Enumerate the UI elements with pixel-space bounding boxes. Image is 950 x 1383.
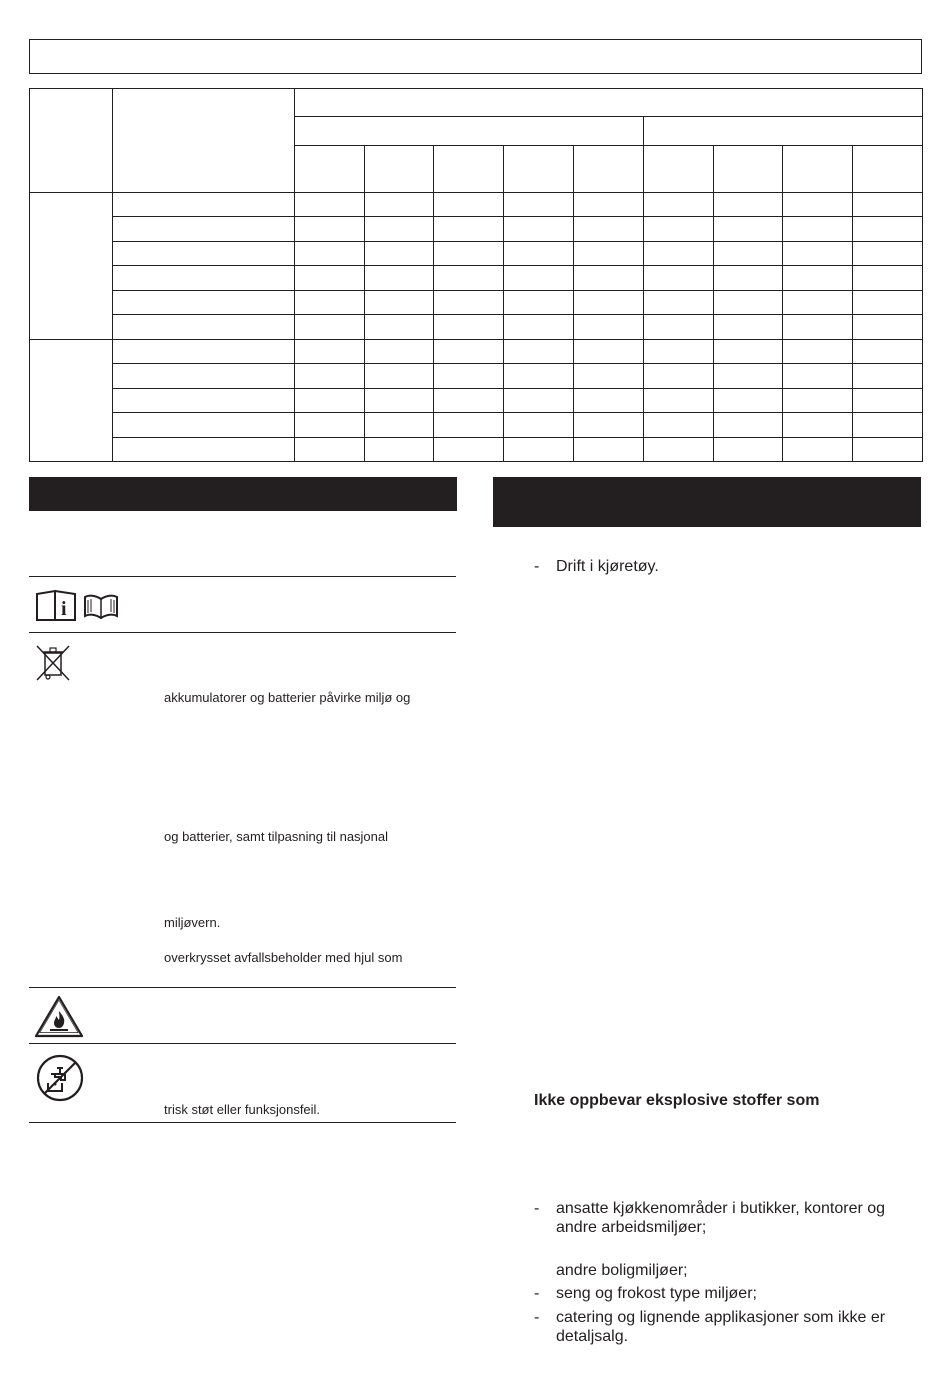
table-header-cell (853, 146, 923, 193)
divider (29, 576, 456, 577)
table-header-cell (714, 146, 783, 193)
list-item-line: catering og lignende applikasjoner som ikke er (556, 1309, 886, 1326)
left-section-header-bar (29, 477, 457, 511)
table-header-cell (644, 117, 923, 146)
list-item-line: ansatte kjøkkenområder i butikker, kontorer og (556, 1200, 886, 1217)
weee-text-line: miljøvern. (164, 915, 221, 930)
weee-text-line: akkumulatorer og batterier påvirke miljø og (164, 690, 411, 705)
crossed-bin-icon (35, 644, 71, 682)
table-row (30, 217, 923, 242)
table-header-cell (504, 146, 574, 193)
divider (29, 1043, 456, 1044)
explosive-warning-text: Ikke oppbevar eksplosive stoffer som (534, 1092, 820, 1109)
list-item-line: andre arbeidsmiljøer; (556, 1219, 707, 1236)
table-row (30, 242, 923, 266)
spec-table (29, 88, 923, 462)
info-manual-icon (35, 590, 79, 622)
vehicle-item-text: Drift i kjøretøy. (556, 558, 659, 575)
title-box (29, 39, 922, 74)
table-header-cell (574, 146, 644, 193)
divider (29, 632, 456, 633)
table-header-cell (30, 89, 113, 193)
weee-text-line: og batterier, samt tilpasning til nasjonal (164, 829, 389, 844)
table-header-cell (783, 146, 853, 193)
weee-text-line: overkrysset avfallsbeholder med hjul som (164, 950, 403, 965)
list-item-line: seng og frokost type miljøer; (556, 1285, 757, 1302)
list-bullet: - (534, 1200, 540, 1217)
table-row (30, 413, 923, 438)
table-header-cell (644, 146, 714, 193)
divider (29, 1122, 456, 1123)
list-bullet: - (534, 558, 540, 575)
table-row (30, 340, 923, 364)
table-header-cell (434, 146, 504, 193)
table-row (30, 438, 923, 462)
list-bullet: - (534, 1309, 540, 1326)
table-row (30, 193, 923, 217)
divider (29, 987, 456, 988)
list-item-line: andre boligmiljøer; (556, 1262, 688, 1279)
table-row (30, 315, 923, 340)
table-header-cell (113, 89, 295, 193)
no-water-icon (35, 1053, 85, 1103)
table-header-cell (295, 89, 923, 117)
table-row (30, 266, 923, 291)
svg-text:i: i (61, 598, 67, 620)
table-row (30, 364, 923, 389)
right-section-header-bar (493, 477, 921, 527)
open-book-icon (83, 594, 119, 620)
list-bullet: - (534, 1285, 540, 1302)
table-group-cell (30, 340, 113, 462)
table-header-cell (365, 146, 434, 193)
electric-warning-text: trisk støt eller funksjonsfeil. (164, 1102, 321, 1117)
table-row (30, 389, 923, 413)
list-item-line: detaljsalg. (556, 1328, 629, 1345)
table-header-cell (295, 117, 644, 146)
flammable-warning-icon (34, 995, 84, 1039)
table-row (30, 291, 923, 315)
table-header-cell (295, 146, 365, 193)
table-group-cell (30, 193, 113, 340)
